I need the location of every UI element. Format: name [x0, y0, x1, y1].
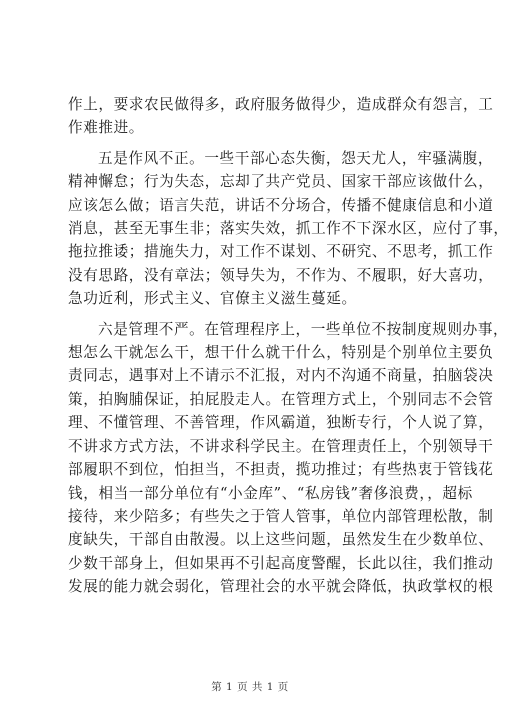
text-line: 没有思路，没有章法；领导失为，不作为、不履职，好大喜功，: [68, 266, 494, 284]
paragraph-continuation: [68, 93, 494, 140]
text-line: 责同志，遇事对上不请示不汇报，对内不沟通不商量，拍脑袋决: [68, 367, 494, 385]
text-line: 作上，要求农民做得多，政府服务做得少，造成群众有怨言，工: [68, 96, 494, 113]
text-line: 接待，来少陪多；有些失之于管人管事，单位内部管理松散，制: [68, 507, 494, 525]
text-line: 作难推进。: [68, 119, 144, 137]
document-body: [68, 93, 509, 606]
text-line: 少数干部身上，但如果再不引起高度警醒，长此以往，我们推动: [68, 554, 494, 572]
text-line: 部履职不到位，怕担当，不担责，揽功推过；有些热衷于管钱花: [68, 461, 494, 479]
text-line: 六是管理不严。在管理程序上，一些单位不按制度规则办事，: [98, 320, 509, 338]
page-footer: 第 1 页 共 1 页: [211, 681, 289, 693]
text-line: 不讲求方式方法，不讲求科学民主。在管理责任上，个别领导干: [68, 437, 494, 455]
text-line: 发展的能力就会弱化，管理社会的水平就会降低，执政掌权的根: [68, 578, 494, 596]
paragraph-management: [68, 318, 509, 599]
text-line: 消息，甚至无事生非；落实失效，抓工作不下深水区，应付了事，: [68, 220, 509, 238]
text-line: 理、不懂管理、不善管理，作风霸道，独断专行，个人说了算，: [68, 414, 494, 432]
text-line: 精神懈怠；行为失态，忘却了共产党员、国家干部应该做什么，: [68, 173, 494, 191]
text-line: 想怎么干就怎么干，想干什么就干什么，特别是个别单位主要负: [68, 344, 494, 362]
text-line: 钱，相当一部分单位有“小金库”、“私房钱”奢侈浪费，，超标: [68, 484, 473, 502]
text-line: 度缺失，干部自由散漫。以上这些问题，虽然发生在少数单位、: [68, 531, 494, 549]
text-line: 急功近利，形式主义、官僚主义滋生蔓延。: [68, 290, 357, 308]
text-line: 五是作风不正。一些干部心态失衡，怨天尤人，牢骚满腹，: [98, 149, 494, 167]
paragraph-work-style: [68, 147, 509, 311]
text-line: 策，拍胸脯保证，拍屁股走人。在管理方式上，个别同志不会管: [68, 390, 494, 408]
text-line: 应该怎么做；语言失范，讲话不分场合，传播不健康信息和小道: [68, 196, 494, 214]
text-line: 拖拉推诿；措施失力，对工作不谋划、不研究、不思考，抓工作: [68, 243, 494, 261]
